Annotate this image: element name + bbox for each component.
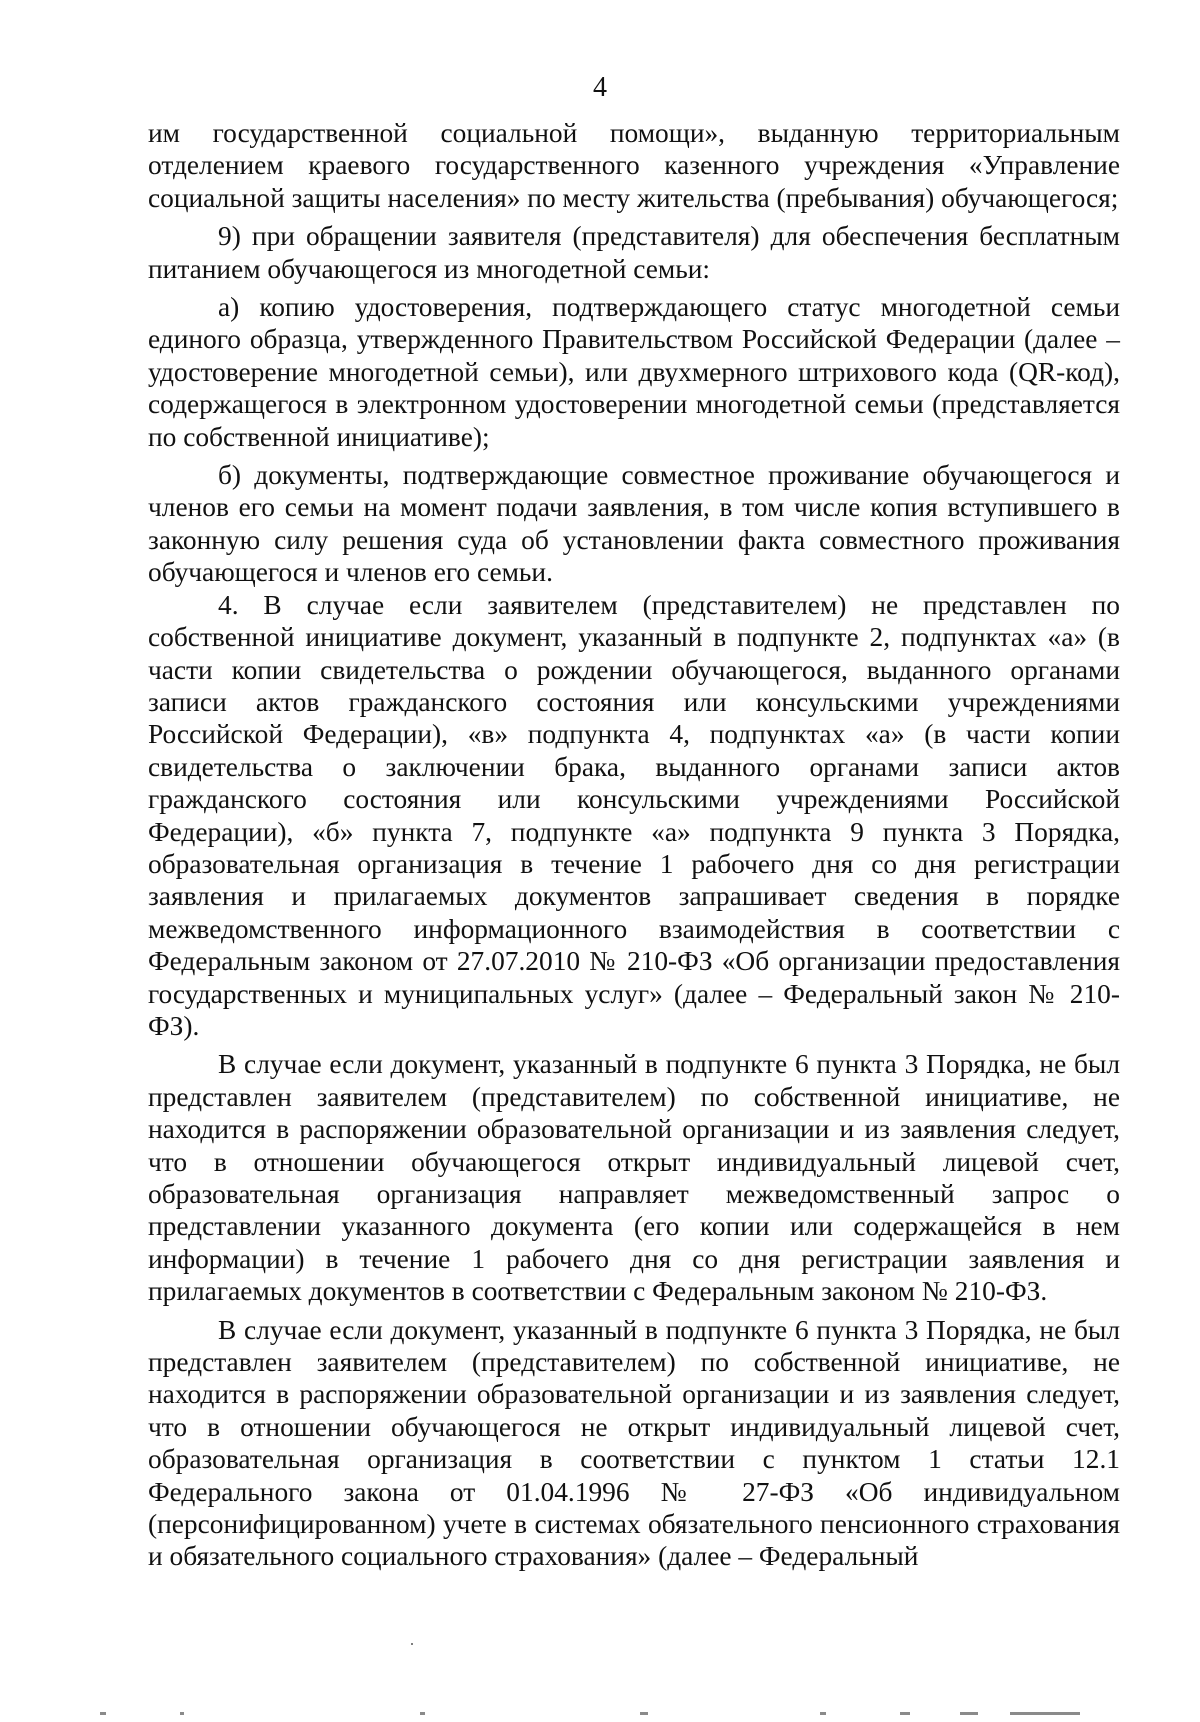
paragraph-social-assistance: им государственной социальной помощи», выданную территориальным отделением краевого государственного казенного учреждения «Управление социальной защиты населения» по месту жительства (пребывания) обучающегося; xyxy=(148,118,1120,213)
scan-edge-artifact xyxy=(0,1706,1200,1722)
document-body xyxy=(148,117,1120,1573)
paragraph-item-9: 9) при обращении заявителя (представителя) для обеспечения бесплатным питанием обучающегося из многодетной семьи: xyxy=(148,221,1120,284)
paragraph-no-account-case: В случае если документ, указанный в подпункте 6 пункта 3 Порядка, не был представлен заявителем (представителем) по собственной инициативе, не находится в распоряжении образовательной организации и из заявления следует, что в отношении обучающегося не открыт индивидуальный лицевой счет, образовательная организация в соответствии с пунктом 1 статьи 12.1 Федерального закона от 01.04.1996 № 27-ФЗ «Об индивидуальном (персонифицированном) учете в системах обязательного пенсионного страхования и обязательного социального страхования» (далее – Федеральный xyxy=(148,1314,1120,1572)
paragraph-subitem-b: б) документы, подтверждающие совместное проживание обучающегося и членов его семьи на момент подачи заявления, в том числе копия вступившего в законную силу решения суда об установлении факта совместного проживания обучающегося и членов его семьи. xyxy=(148,460,1120,588)
page-number: 4 xyxy=(593,72,607,103)
scan-speck xyxy=(411,1643,413,1645)
paragraph-section-4: 4. В случае если заявителем (представителем) не представлен по собственной инициативе документ, указанный в подпункте 2, подпунктах «а» (в части копии свидетельства о рождении обучающегося, выданного органами записи актов гражданского состояния или консульскими учреждениями Российской Федерации), «в» подпункта 4, подпунктах «а» (в части копии свидетельства о заключении брака, выданного органами записи актов гражданского состояния или консульскими учреждениями Российской Федерации), «б» пункта 7, подпункте «а» подпункта 9 пункта 3 Порядка, образовательная организация в течение 1 рабочего дня со дня регистрации заявления и прилагаемых документов запрашивает сведения в порядке межведомственного информационного взаимодействия в соответствии с Федеральным законом от 27.07.2010 № 210-ФЗ «Об организации предоставления государственных и муниципальных услуг» (далее – Федеральный закон № 210-ФЗ). xyxy=(148,589,1120,1041)
paragraph-open-account-case: В случае если документ, указанный в подпункте 6 пункта 3 Порядка, не был представлен заявителем (представителем) по собственной инициативе, не находится в распоряжении образовательной организации и из заявления следует, что в отношении обучающегося открыт индивидуальный лицевой счет, образовательная организация направляет межведомственный запрос о представлении указанного документа (его копии или содержащейся в нем информации) в течение 1 рабочего дня со дня регистрации заявления и прилагаемых документов в соответствии с Федеральным законом № 210-ФЗ. xyxy=(148,1049,1120,1307)
paragraph-subitem-a: а) копию удостоверения, подтверждающего статус многодетной семьи единого образца, утвержденного Правительством Российской Федерации (далее – удостоверение многодетной семьи), или двухмерного штрихового кода (QR-код), содержащегося в электронном удостоверении многодетной семьи (представляется по собственной инициативе); xyxy=(148,292,1120,452)
